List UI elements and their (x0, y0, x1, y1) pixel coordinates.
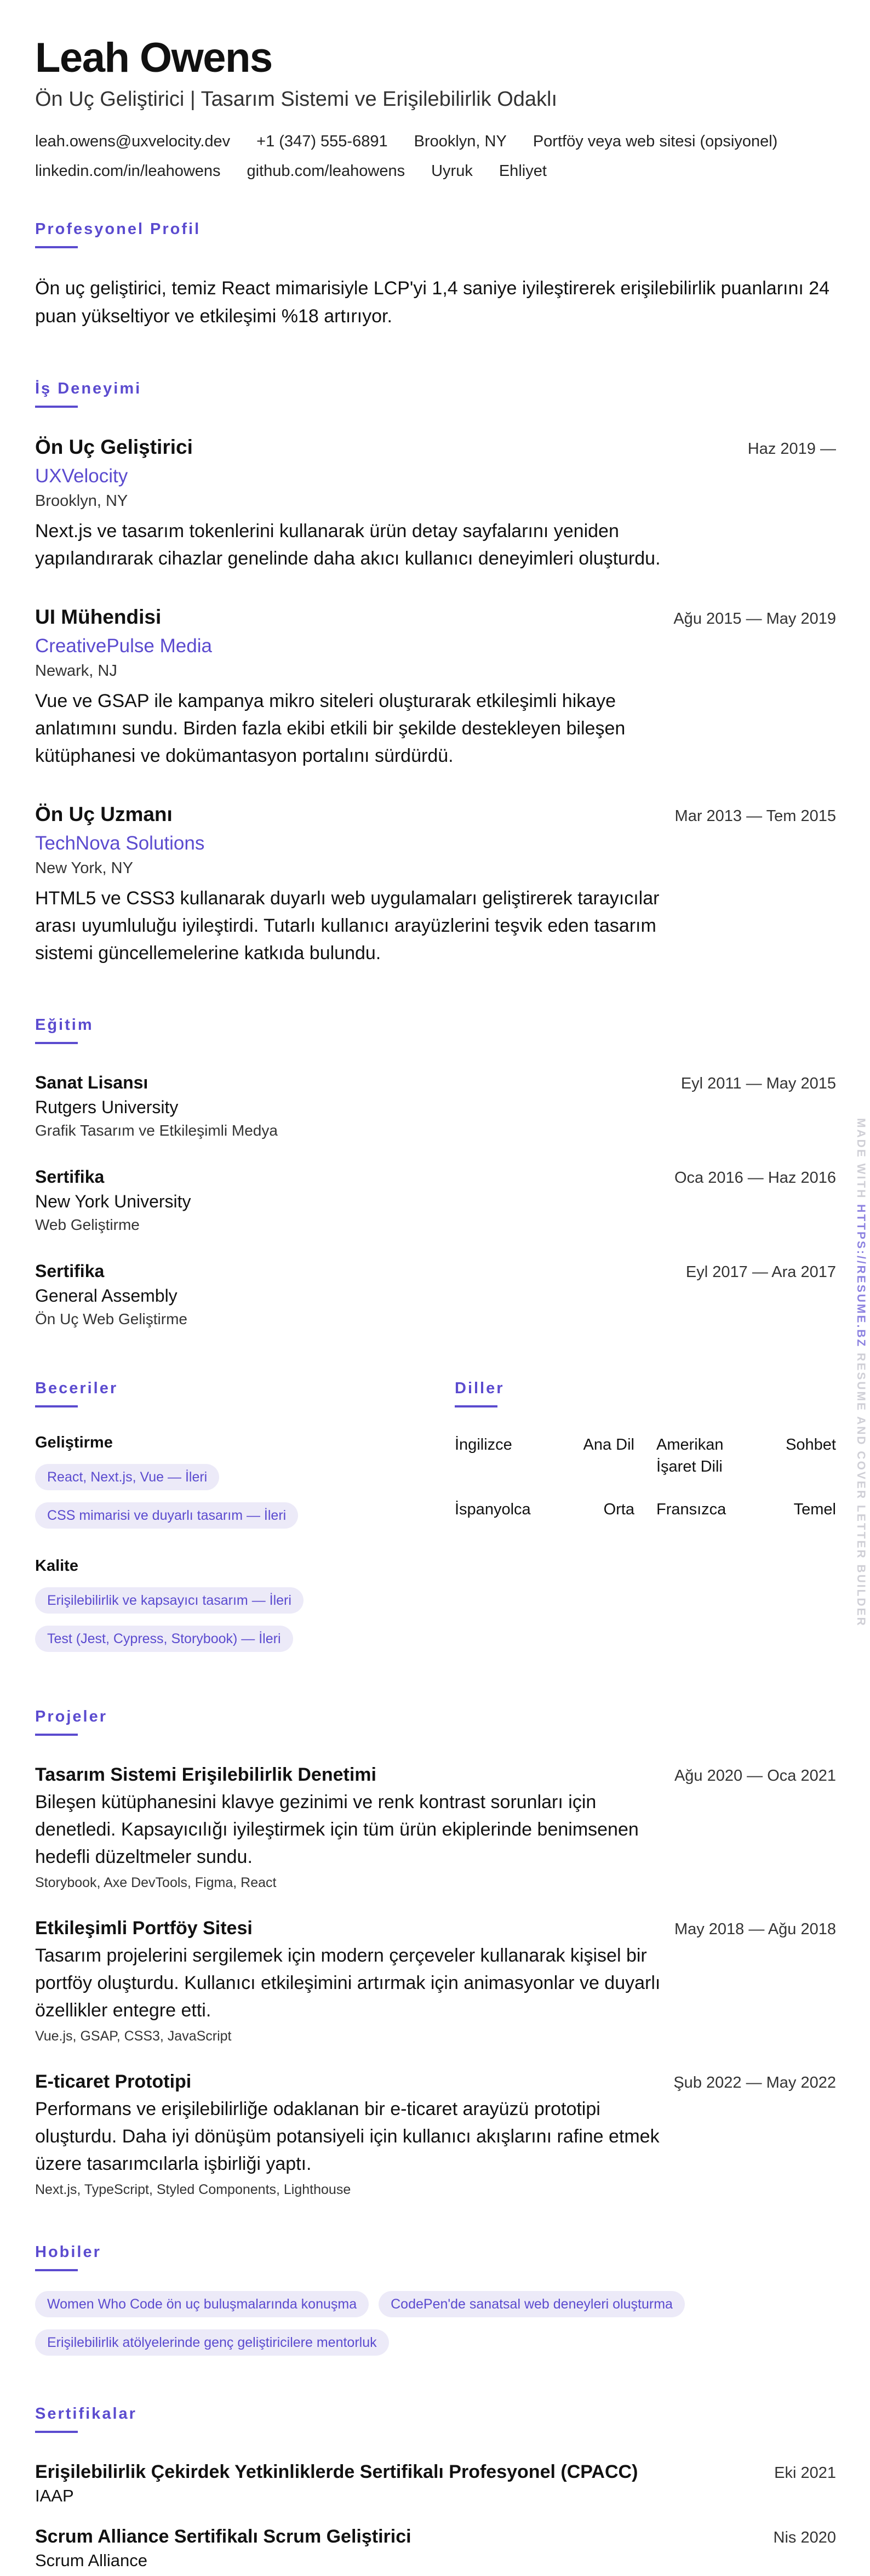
project-entry (35, 1762, 836, 1893)
section-divider (35, 2431, 78, 2433)
headline: Ön Uç Geliştirici | Tasarım Sistemi ve Erişilebilirlik Odaklı (35, 88, 558, 111)
experience-entry (35, 801, 836, 967)
email[interactable]: leah.owens@uxvelocity.dev (35, 133, 231, 150)
section-title: Eğitim (35, 1016, 94, 1034)
watermark-link[interactable]: HTTPS://RESUME.BZ (855, 1204, 867, 1348)
section-divider (35, 1405, 78, 1407)
certification-entry (35, 2524, 836, 2572)
degree: Sertifika (35, 1261, 105, 1281)
skills-languages-row (35, 1380, 836, 1664)
education-entry (35, 1070, 836, 1142)
resume-header (35, 33, 836, 182)
section-divider (35, 406, 78, 408)
job-title: Ön Uç Geliştirici (35, 436, 193, 458)
language-level: Ana Dil (583, 1436, 634, 1454)
section-title: Diller (455, 1380, 505, 1397)
contact-info (35, 130, 836, 182)
section-divider (35, 1734, 78, 1736)
language-level: Temel (793, 1501, 836, 1518)
contact-row (35, 160, 836, 182)
builder-watermark (855, 1118, 870, 1627)
job-date: Haz 2019 — (747, 440, 836, 458)
degree: Sanat Lisansı (35, 1073, 148, 1092)
project-tech: Storybook, Axe DevTools, Figma, React (35, 1875, 277, 1890)
language-item (455, 1434, 634, 1478)
job-description: Vue ve GSAP ile kampanya mikro siteleri oluşturarak etkileşimli hikaye anlatımını sundu. Birden fazla ekibi etkili bir şekilde destekleyen bileşen kütüphanesi ve dokümantasyon portalını sürdürdü. (35, 691, 626, 766)
contact-row (35, 130, 836, 152)
section-divider (35, 1042, 78, 1044)
job-description: Next.js ve tasarım tokenlerini kullanarak ürün detay sayfalarını yeniden yapılandırarak cihazlar genelinde daha akıcı kullanıcı deneyimleri oluşturdu. (35, 521, 661, 569)
phone[interactable]: +1 (347) 555-6891 (256, 133, 388, 150)
hobbies-section (35, 2243, 836, 2368)
section-title: Hobiler (35, 2243, 101, 2261)
profile-summary: Ön uç geliştirici, temiz React mimarisiyle LCP'yi 1,4 saniye iyileştirerek erişilebilirlik puanlarını 24 puan yükseltiyor ve etkileşimi %18 artırıyor. (35, 278, 830, 327)
project-tech: Vue.js, GSAP, CSS3, JavaScript (35, 2028, 232, 2044)
project-title: Etkileşimli Portföy Sitesi (35, 1918, 253, 1939)
experience-entry (35, 434, 836, 572)
language-item (656, 1434, 836, 1478)
section-title: Sertifikalar (35, 2405, 137, 2423)
certification-title: Erişilebilirlik Çekirdek Yetkinliklerde Sertifikalı Profesyonel (CPACC) (35, 2461, 638, 2482)
skill-group (35, 1434, 455, 1541)
hobby-chip: CodePen'de sanatsal web deneyleri oluşturma (379, 2291, 685, 2317)
project-title: E-ticaret Prototipi (35, 2071, 192, 2092)
language-grid (455, 1434, 836, 1520)
projects-section (35, 1708, 836, 2199)
field-of-study: Web Geliştirme (35, 1216, 140, 1233)
certification-date: Nis 2020 (773, 2529, 836, 2546)
certification-title: Scrum Alliance Sertifikalı Scrum Geliştirici (35, 2526, 411, 2547)
degree: Sertifika (35, 1167, 105, 1187)
project-title: Tasarım Sistemi Erişilebilirlik Denetimi (35, 1764, 376, 1785)
field-of-study: Ön Uç Web Geliştirme (35, 1310, 187, 1327)
watermark-tagline: RESUME AND COVER LETTER BUILDER (855, 1353, 867, 1627)
project-entry (35, 1916, 836, 2046)
education-date: Eyl 2017 — Ara 2017 (685, 1263, 836, 1281)
project-entry (35, 2069, 836, 2199)
location: Brooklyn, NY (414, 133, 507, 150)
project-date: Şub 2022 — May 2022 (673, 2074, 836, 2091)
certification-issuer: IAAP (35, 2486, 74, 2505)
project-tech: Next.js, TypeScript, Styled Components, Lighthouse (35, 2182, 351, 2197)
skills-section (35, 1380, 455, 1664)
job-date: Mar 2013 — Tem 2015 (674, 807, 836, 825)
field-of-study: Grafik Tasarım ve Etkileşimli Medya (35, 1122, 278, 1139)
languages-section (455, 1380, 836, 1664)
project-date: Ağu 2020 — Oca 2021 (674, 1767, 836, 1785)
skill-chip: Erişilebilirlik ve kapsayıcı tasarım — İleri (35, 1587, 304, 1614)
job-title: UI Mühendisi (35, 606, 162, 628)
language-name: Amerikan İşaret Dili (656, 1436, 724, 1475)
job-title: Ön Uç Uzmanı (35, 803, 173, 825)
job-description: HTML5 ve CSS3 kullanarak duyarlı web uygulamaları geliştirerek tarayıcılar arası uyumluluğu iyileştirdi. Tutarlı kullanıcı arayüzlerini teşvik eden tasarım sistemi güncellemelerine katkıda bulundu. (35, 888, 660, 964)
section-divider (455, 1405, 497, 1407)
linkedin-link[interactable]: linkedin.com/in/leahowens (35, 162, 221, 180)
experience-entry (35, 604, 836, 770)
person-name: Leah Owens (35, 35, 272, 81)
skill-group-title: Geliştirme (35, 1434, 113, 1451)
company-name: UXVelocity (35, 465, 128, 487)
section-title: İş Deneyimi (35, 380, 142, 397)
project-description: Bileşen kütüphanesini klavye gezinimi ve renk kontrast sorunları için denetledi. Kapsayıcılığı iyileştirmek için tüm ürün ekiplerinde benimsenen hedefli düzeltmeler sundu. (35, 1792, 639, 1867)
language-level: Orta (603, 1501, 634, 1518)
company-name: CreativePulse Media (35, 635, 212, 657)
education-date: Eyl 2011 — May 2015 (680, 1075, 836, 1092)
section-title: Projeler (35, 1708, 107, 1725)
education-date: Oca 2016 — Haz 2016 (674, 1169, 836, 1187)
watermark-prefix: MADE WITH (855, 1118, 867, 1200)
section-title: Beceriler (35, 1380, 118, 1397)
job-location: Brooklyn, NY (35, 492, 128, 510)
project-description: Tasarım projelerini sergilemek için modern çerçeveler kullanarak kişisel bir portföy oluşturdu. Kullanıcı etkileşimini artırmak için animasyonlar ve duyarlı özellikler entegre etti. (35, 1945, 661, 2021)
project-date: May 2018 — Ağu 2018 (674, 1920, 836, 1938)
project-description: Performans ve erişilebilirliğe odaklanan bir e-ticaret arayüzü prototipi oluşturdu. Daha iyi dönüşüm potansiyeli için kullanıcı akışlarını rafine etmek üzere tasarımcılarla işbirliği yaptı. (35, 2099, 660, 2174)
institution: New York University (35, 1192, 191, 1211)
language-item (455, 1498, 634, 1520)
skill-chip: CSS mimarisi ve duyarlı tasarım — İleri (35, 1502, 298, 1529)
skill-chip: Test (Jest, Cypress, Storybook) — İleri (35, 1626, 293, 1652)
profile-section (35, 220, 836, 330)
job-date: Ağu 2015 — May 2019 (673, 610, 836, 628)
job-location: Newark, NJ (35, 662, 117, 680)
education-section (35, 1016, 836, 1330)
hobby-list (35, 2291, 836, 2368)
hobby-chip: Erişilebilirlik atölyelerinde genç geliştiricilere mentorluk (35, 2329, 389, 2356)
resume-page (35, 33, 836, 2572)
driving-license: Ehliyet (499, 162, 547, 180)
certification-date: Eki 2021 (774, 2464, 836, 2482)
language-name: İngilizce (455, 1436, 512, 1454)
language-name: İspanyolca (455, 1501, 531, 1518)
hobby-chip: Women Who Code ön uç buluşmalarında konuşma (35, 2291, 369, 2317)
language-level: Sohbet (786, 1436, 836, 1454)
education-entry (35, 1259, 836, 1330)
github-link[interactable]: github.com/leahowens (247, 162, 405, 180)
company-name: TechNova Solutions (35, 833, 205, 854)
certification-issuer: Scrum Alliance (35, 2551, 148, 2570)
institution: General Assembly (35, 1286, 178, 1306)
portfolio-link[interactable]: Portföy veya web sitesi (opsiyonel) (533, 133, 778, 150)
section-divider (35, 2269, 78, 2271)
institution: Rutgers University (35, 1097, 179, 1117)
skill-group (35, 1557, 455, 1664)
certification-entry (35, 2459, 836, 2507)
language-name: Fransızca (656, 1501, 726, 1518)
skill-group-title: Kalite (35, 1557, 78, 1575)
certifications-section (35, 2405, 836, 2572)
section-divider (35, 246, 78, 248)
language-item (656, 1498, 836, 1520)
job-location: New York, NY (35, 859, 133, 877)
section-title: Profesyonel Profil (35, 220, 201, 238)
nationality: Uyruk (431, 162, 473, 180)
experience-section (35, 380, 836, 967)
education-entry (35, 1165, 836, 1236)
skill-chip: React, Next.js, Vue — İleri (35, 1464, 219, 1490)
